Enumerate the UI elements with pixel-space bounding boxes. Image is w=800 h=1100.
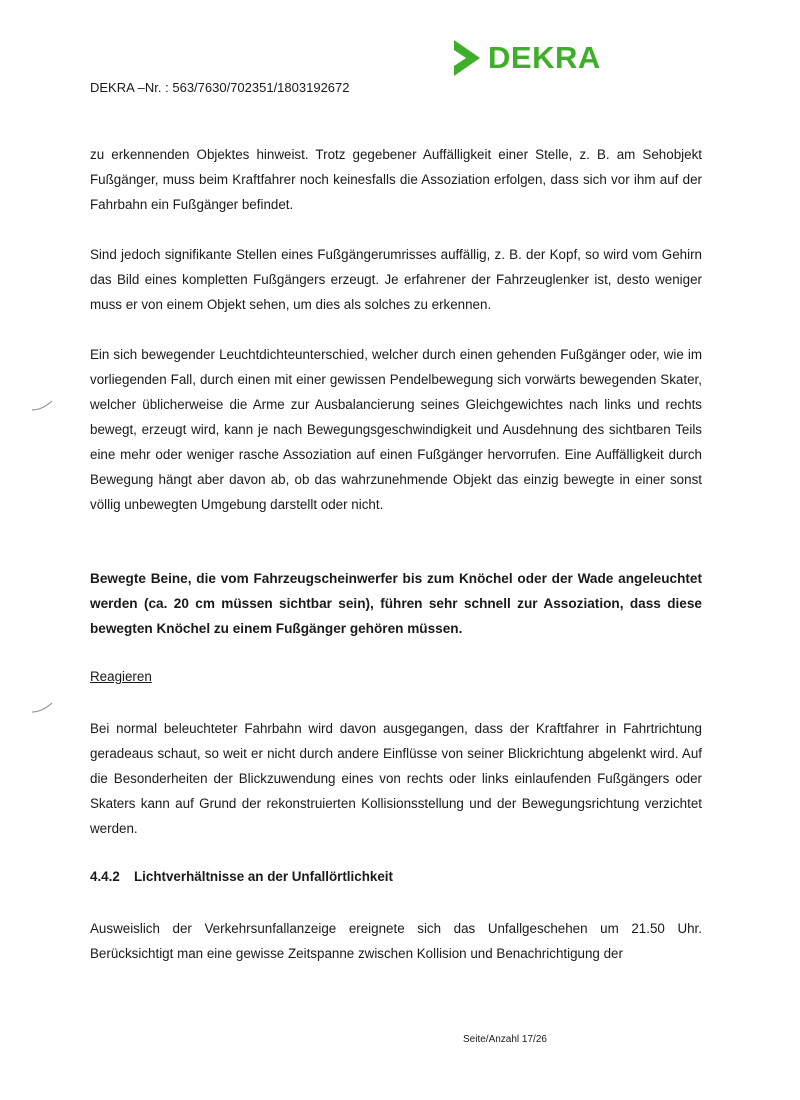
margin-check-mark-2 <box>30 700 54 716</box>
margin-check-mark-1 <box>30 398 54 414</box>
section-number: 4.4.2 <box>90 869 120 884</box>
dekra-logo <box>452 38 601 78</box>
paragraph-1: zu erkennenden Objektes hinweist. Trotz gegebener Auffälligkeit einer Stelle, z. B. am Sehobjekt Fußgänger, muss beim Kraftfahrer noch keinesfalls die Assoziation erfolgen, dass sich vor ihm auf der Fahrbahn ein Fußgänger befindet. <box>90 147 702 212</box>
section-title: Lichtverhältnisse an der Unfallörtlichkeit <box>134 869 393 884</box>
dekra-chevron-icon <box>452 38 482 78</box>
subheading-reagieren: Reagieren <box>90 669 152 684</box>
logo-text: DEKRA <box>488 40 601 75</box>
paragraph-3: Ein sich bewegender Leuchtdichteunterschied, welcher durch einen gehenden Fußgänger oder, wie im vorliegenden Fall, durch einen mit einer gewissen Pendelbewegung sich vorwärts bewegenden Skater, welcher üblicherweise die Arme zur Ausbalancierung seines Gleichgewichtes nach links und rechts bewegt, erzeugt wird, kann je nach Bewegungsgeschwindigkeit und Ausdehnung des sichtbaren Teils eine mehr oder weniger rasche Assoziation auf einen Fußgänger hervorrufen. Eine Auffälligkeit durch Bewegung hängt aber davon ab, ob das wahrzunehmende Objekt das einzig bewegte in einer sonst völlig unbewegten Umgebung darstellt oder nicht. <box>90 347 702 512</box>
section-heading <box>90 868 393 886</box>
paragraph-4: Bei normal beleuchteter Fahrbahn wird davon ausgegangen, dass der Kraftfahrer in Fahrtrichtung geradeaus schaut, so weit er nicht durch andere Einflüsse von seiner Blickrichtung abgelenkt wird. Auf die Besonderheiten der Blickzuwendung eines von rechts oder links einlaufenden Fußgängers oder Skaters kann auf Grund der rekonstruierten Kollisionsstellung und der Bewegungsrichtung verzichtet werden. <box>90 721 702 836</box>
paragraph-bold: Bewegte Beine, die vom Fahrzeugscheinwerfer bis zum Knöchel oder der Wade angeleuchtet werden (ca. 20 cm müssen sichtbar sein), führen sehr schnell zur Assoziation, dass diese bewegten Knöchel zu einem Fußgänger gehören müssen. <box>90 571 702 636</box>
paragraph-2: Sind jedoch signifikante Stellen eines Fußgängerumrisses auffällig, z. B. der Kopf, so wird vom Gehirn das Bild eines kompletten Fußgängers erzeugt. Je erfahrener der Fahrzeuglenker ist, desto weniger muss er von einem Objekt sehen, um dies als solches zu erkennen. <box>90 247 702 312</box>
page-footer: Seite/Anzahl 17/26 <box>463 1034 547 1045</box>
reference-number: DEKRA –Nr. : 563/7630/702351/1803192672 <box>90 80 350 95</box>
paragraph-5: Ausweislich der Verkehrsunfallanzeige ereignete sich das Unfallgeschehen um 21.50 Uhr. Berücksichtigt man eine gewisse Zeitspanne zwischen Kollision und Benachrichtigung der <box>90 921 702 961</box>
